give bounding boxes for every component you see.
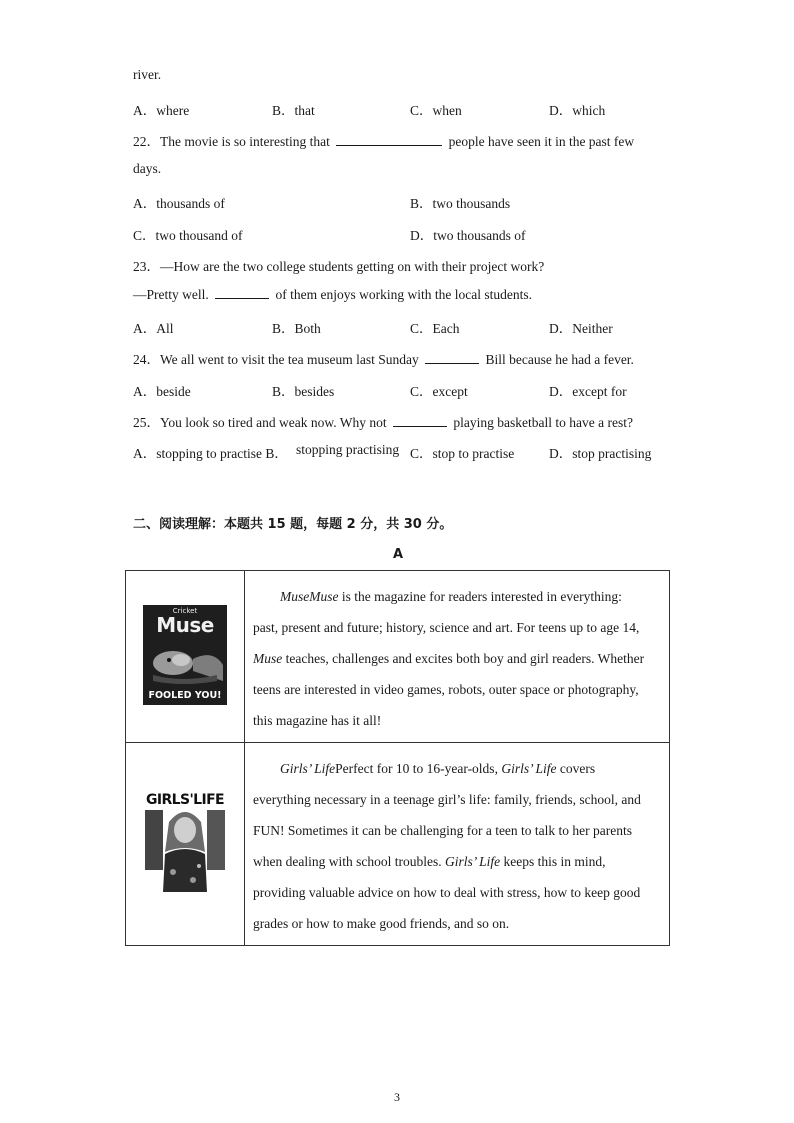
girls-life-line-6: grades or how to make good friends, and so on.	[253, 916, 510, 931]
girls-life-cover-cell	[126, 743, 245, 946]
q24-option-b: B．besides	[272, 384, 335, 399]
q25-option-c: C．stop to practise	[410, 446, 515, 461]
q22-option-a: A．thousands of	[133, 196, 225, 211]
passage-label: A	[393, 547, 404, 562]
muse-line-3	[253, 643, 661, 674]
q23-blank	[215, 286, 269, 299]
girls-life-line-3: FUN! Sometimes it can be challenging for a teen to talk to her parents	[253, 823, 633, 838]
girls-life-line-5: providing valuable advice on how to deal with stress, how to keep good	[253, 885, 641, 900]
q24-stem-after: Bill because he had a fever.	[485, 352, 634, 367]
table-row	[126, 743, 670, 946]
muse-cover-image	[143, 605, 227, 705]
girls-life-text-4a: when dealing with school troubles.	[253, 854, 445, 869]
girls-life-description	[245, 743, 670, 946]
girls-life-inline-name-b: Girls’ Life	[444, 854, 501, 869]
muse-cover-bottom: FOOLED YOU!	[148, 689, 222, 701]
q24-option-d: D．except for	[549, 384, 627, 399]
girls-life-cover-image	[143, 792, 227, 892]
q22-stem-before: 22．The movie is so interesting that	[133, 134, 330, 149]
q25-option-d: D．stop practising	[549, 446, 652, 461]
q22-option-b: B．two thousands	[410, 196, 511, 211]
q21-option-d: D．which	[549, 103, 606, 118]
girls-life-line-2: everything necessary in a teenage girl’s life: family, friends, school, and	[253, 792, 641, 807]
muse-line-5: this magazine has it all!	[253, 713, 382, 728]
q24-option-c: C．except	[410, 384, 468, 399]
muse-line-1	[253, 581, 661, 612]
q25-stem-after: playing basketball to have a rest?	[453, 415, 633, 430]
girls-life-text-1: Perfect for 10 to 16-year-olds,	[335, 761, 502, 776]
q23-reply-after: of them enjoys working with the local students.	[275, 287, 532, 302]
magazine-table	[125, 570, 670, 946]
q21-option-c: C．when	[410, 103, 462, 118]
q24-blank	[425, 351, 479, 364]
girls-life-inline-name-a: Girls’ Life	[501, 761, 557, 776]
muse-cover-top: Cricket	[172, 606, 198, 615]
q22-stem-after: people have seen it in the past few	[448, 134, 635, 149]
q23-reply	[133, 286, 532, 303]
muse-inline-name: Muse	[253, 651, 283, 666]
q21-option-b: B．that	[272, 103, 315, 118]
q25-stem	[133, 411, 633, 431]
girls-life-name: Girls’ Life	[280, 761, 336, 776]
q22-option-d: D．two thousands of	[410, 228, 526, 243]
q23-option-a: A．All	[133, 321, 174, 336]
q23-reply-before: —Pretty well.	[133, 287, 209, 302]
girls-life-line-4	[253, 846, 661, 877]
muse-line-2: past, present and future; history, science and art. For teens up to age 14,	[253, 620, 640, 635]
q22-option-c: C．two thousand of	[133, 228, 243, 243]
girls-life-text-4b: keeps this in mind,	[500, 854, 606, 869]
q24-stem-before: 24．We all went to visit the tea museum last Sunday	[133, 352, 419, 367]
q21-continuation: river.	[133, 67, 162, 82]
table-row	[126, 571, 670, 743]
q22-stem-wrap: days.	[133, 161, 162, 176]
girls-life-text-1b: covers	[556, 761, 596, 776]
muse-name: MuseMuse	[280, 589, 339, 604]
girls-life-cover-title: GIRLS'LIFE	[145, 792, 225, 808]
q23-option-d: D．Neither	[549, 321, 613, 336]
q23-stem: 23．—How are the two college students getting on with their project work?	[133, 259, 545, 274]
q24-stem	[133, 348, 634, 368]
girls-life-line-1	[253, 753, 661, 784]
q22-blank	[336, 133, 442, 146]
q24-option-a: A．beside	[133, 384, 191, 399]
q23-option-b: B．Both	[272, 321, 321, 336]
muse-text-3: teaches, challenges and excites both boy and girl readers. Whether	[282, 651, 645, 666]
q23-option-c: C．Each	[410, 321, 460, 336]
q25-stem-before: 25．You look so tired and weak now. Why not	[133, 415, 387, 430]
muse-cover-cell	[126, 571, 245, 743]
page-number: 3	[394, 1090, 400, 1104]
q22-stem	[133, 130, 634, 150]
muse-line-4: teens are interested in video games, robots, outer space or photography,	[253, 682, 639, 697]
muse-description	[245, 571, 670, 743]
q25-option-b: stopping practising	[296, 442, 400, 457]
section-title: 二、阅读理解：本题共 15 题，每题 2 分，共 30 分。	[133, 517, 453, 532]
muse-text-1: is the magazine for readers interested in everything:	[338, 589, 622, 604]
q25-blank	[393, 414, 447, 427]
q21-option-a: A．where	[133, 103, 190, 118]
girls-life-cover-art	[143, 792, 227, 892]
muse-cover-title: Muse	[156, 612, 214, 637]
q25-option-a: A．stopping to practise B．	[133, 446, 288, 461]
